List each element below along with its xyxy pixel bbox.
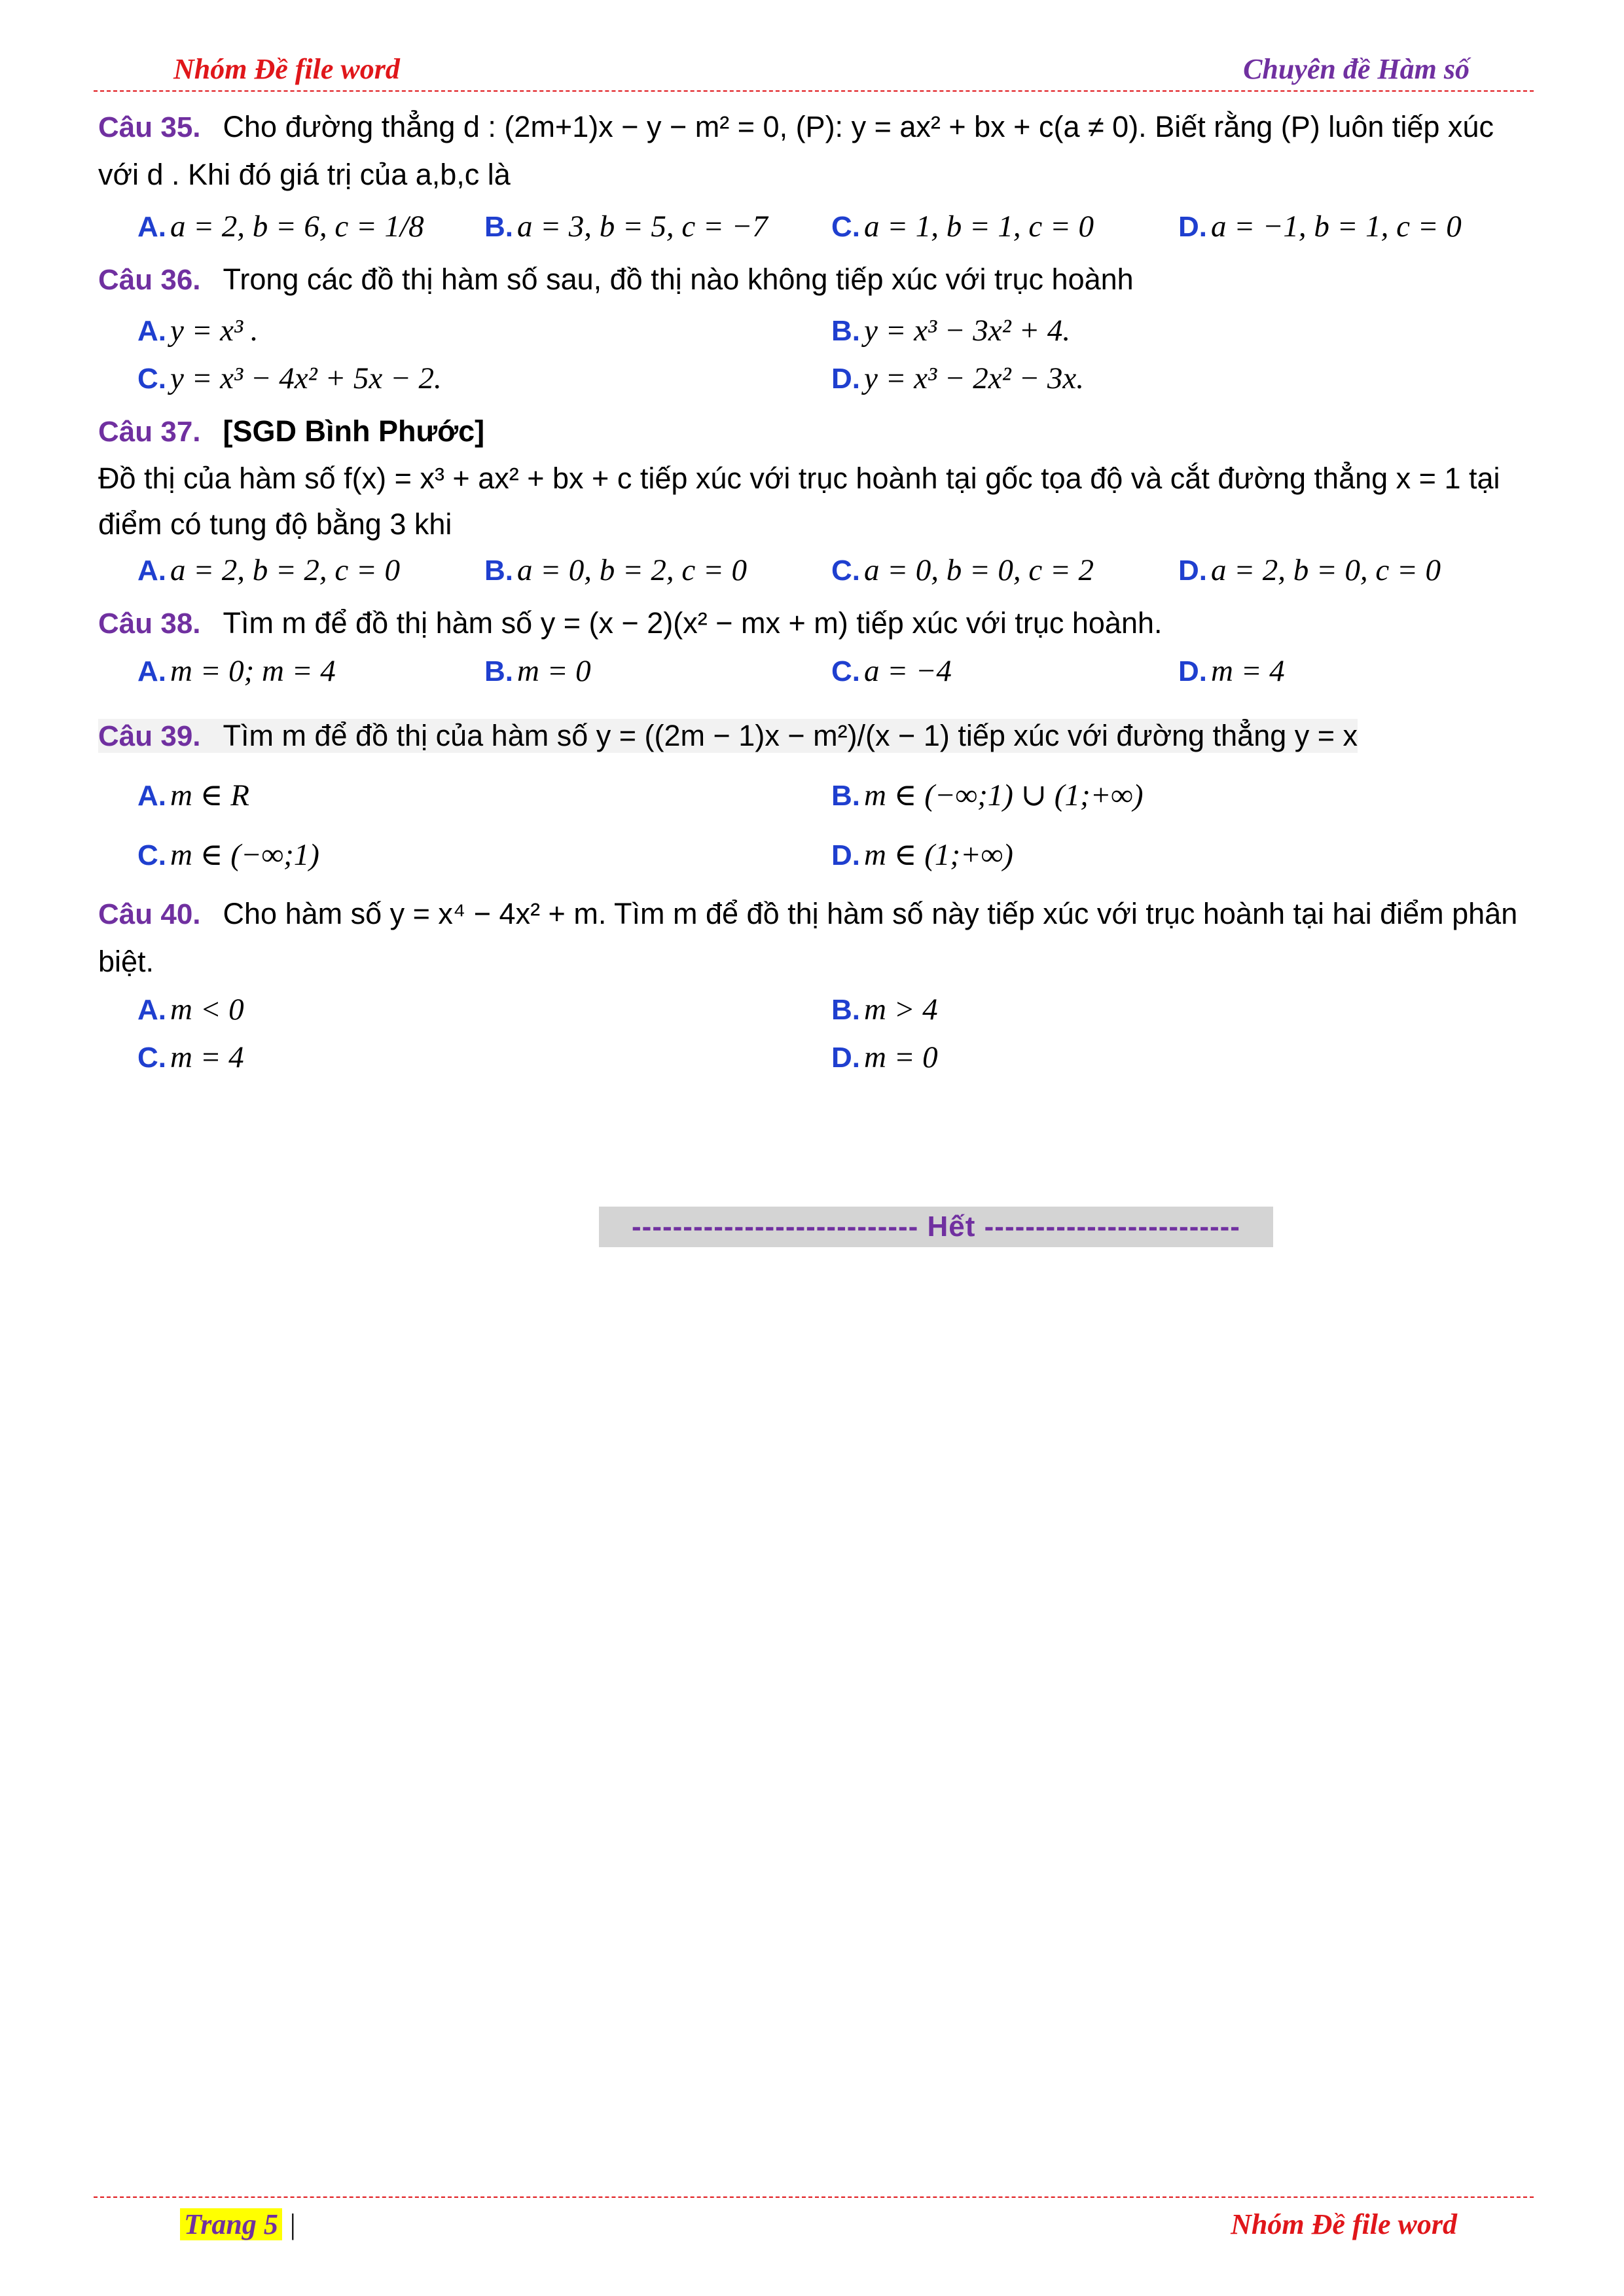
option-text: m ∈ (−∞;1) ∪ (1;+∞)	[864, 778, 1144, 812]
option-b	[484, 203, 831, 251]
option-label: B.	[484, 210, 513, 243]
header-group-name: Nhóm Đề file word	[173, 53, 400, 85]
option-d	[1178, 547, 1525, 594]
option-d	[831, 355, 1525, 403]
option-a	[137, 647, 484, 695]
option-text: m = 4	[1211, 654, 1285, 689]
option-label: B.	[484, 655, 513, 688]
option-label: A.	[137, 210, 166, 243]
option-label: C.	[831, 555, 860, 587]
option-text: a = 3, b = 5, c = −7	[517, 209, 768, 244]
option-a	[137, 547, 484, 594]
option-text: m = 0	[517, 654, 591, 689]
question-number: Câu 38.	[98, 608, 201, 640]
option-c	[831, 547, 1178, 594]
option-d	[1178, 203, 1525, 251]
question-number: Câu 35.	[98, 111, 201, 143]
option-c	[137, 1034, 831, 1082]
header-divider	[94, 90, 1534, 92]
footer-page	[180, 2208, 296, 2241]
option-text: a = 2, b = 2, c = 0	[170, 553, 401, 588]
option-b	[484, 647, 831, 695]
question-39	[98, 712, 1532, 879]
question-number: Câu 40.	[98, 898, 201, 931]
question-text: Trong các đồ thị hàm số sau, đồ thị nào không tiếp xúc với trục hoành	[223, 262, 1134, 296]
option-label: D.	[831, 839, 860, 871]
page-number: Trang 5	[180, 2208, 282, 2240]
question-number: Câu 36.	[98, 263, 201, 296]
question-text: Cho hàm số y = x⁴ − 4x² + m. Tìm m để đồ thị hàm số này tiếp xúc với trục hoành tại hai điểm phân biệt.	[98, 897, 1518, 979]
option-label: D.	[1178, 210, 1207, 243]
option-d	[831, 831, 1525, 879]
option-text: a = 1, b = 1, c = 0	[864, 209, 1094, 244]
option-text: y = x³ .	[170, 314, 259, 348]
option-text: a = 2, b = 6, c = 1/8	[170, 209, 424, 244]
option-text: a = 0, b = 0, c = 2	[864, 553, 1094, 588]
option-text: y = x³ − 4x² + 5x − 2.	[170, 361, 442, 396]
option-label: A.	[137, 315, 166, 348]
option-b	[831, 986, 1525, 1034]
option-label: B.	[831, 994, 860, 1027]
end-marker: ---------------------------- Hết -------------------------	[599, 1207, 1273, 1247]
option-label: D.	[831, 1042, 860, 1074]
answer-options	[137, 772, 1532, 879]
option-text: a = −1, b = 1, c = 0	[1211, 209, 1462, 244]
option-text: y = x³ − 3x² + 4.	[864, 314, 1071, 348]
question-source: [SGD Bình Phước]	[223, 414, 485, 448]
option-text: m ∈ (1;+∞)	[864, 837, 1013, 872]
answer-options	[137, 647, 1532, 695]
option-c	[137, 355, 831, 403]
option-text: m > 4	[864, 993, 938, 1027]
question-35	[98, 103, 1532, 251]
question-list	[98, 98, 1532, 1082]
footer-separator: |	[289, 2208, 296, 2240]
option-c	[137, 831, 831, 879]
option-label: A.	[137, 555, 166, 587]
option-a	[137, 986, 831, 1034]
option-c	[831, 647, 1178, 695]
footer-divider	[94, 2196, 1534, 2198]
option-label: C.	[137, 839, 166, 871]
answer-options	[137, 547, 1532, 594]
footer-group-name: Nhóm Đề file word	[1231, 2208, 1457, 2240]
option-label: A.	[137, 779, 166, 812]
question-text: Tìm m để đồ thị của hàm số y = ((2m − 1)x − m²)/(x − 1) tiếp xúc với đường thẳng y = x	[223, 718, 1358, 752]
question-text: Cho đường thẳng d : (2m+1)x − y − m² = 0, (P): y = ax² + bx + c(a ≠ 0). Biết rằng (P) luôn tiếp xúc với d . Khi đó giá trị của a,b,c là	[98, 110, 1494, 191]
option-text: a = 2, b = 0, c = 0	[1211, 553, 1441, 588]
option-label: A.	[137, 994, 166, 1027]
question-number: Câu 37.	[98, 416, 201, 448]
option-label: D.	[1178, 655, 1207, 688]
question-38	[98, 600, 1532, 695]
answer-options	[137, 203, 1532, 251]
option-text: m < 0	[170, 993, 244, 1027]
option-label: D.	[831, 363, 860, 395]
option-label: D.	[1178, 555, 1207, 587]
option-d	[831, 1034, 1525, 1082]
option-b	[831, 772, 1525, 820]
header-topic: Chuyên đề Hàm số	[1243, 53, 1470, 85]
option-text: m = 4	[170, 1040, 244, 1074]
option-a	[137, 203, 484, 251]
option-text: a = −4	[864, 654, 952, 689]
question-37	[98, 408, 1532, 594]
option-label: C.	[831, 655, 860, 688]
option-text: m ∈ (−∞;1)	[170, 837, 319, 872]
option-text: m ∈ R	[170, 778, 249, 812]
option-label: B.	[831, 779, 860, 812]
option-a	[137, 772, 831, 820]
option-a	[137, 307, 831, 355]
option-b	[831, 307, 1525, 355]
question-number: Câu 39.	[98, 720, 201, 752]
option-label: C.	[831, 210, 860, 243]
question-text: Tìm m để đồ thị hàm số y = (x − 2)(x² − mx + m) tiếp xúc với trục hoành.	[223, 606, 1163, 640]
answer-options	[137, 986, 1532, 1082]
option-text: a = 0, b = 2, c = 0	[517, 553, 748, 588]
option-d	[1178, 647, 1525, 695]
option-c	[831, 203, 1178, 251]
option-b	[484, 547, 831, 594]
option-label: B.	[484, 555, 513, 587]
question-40	[98, 890, 1532, 1081]
question-text: Đồ thị của hàm số f(x) = x³ + ax² + bx + c tiếp xúc với trục hoành tại gốc tọa độ và cắt đường thẳng x = 1 tại điểm có tung độ bằng 3 khi	[98, 461, 1500, 541]
option-label: B.	[831, 315, 860, 348]
option-label: C.	[137, 363, 166, 395]
option-text: y = x³ − 2x² − 3x.	[864, 361, 1085, 396]
option-text: m = 0; m = 4	[170, 654, 336, 689]
option-text: m = 0	[864, 1040, 938, 1074]
question-36	[98, 256, 1532, 403]
option-label: A.	[137, 655, 166, 688]
option-label: C.	[137, 1042, 166, 1074]
answer-options	[137, 307, 1532, 403]
